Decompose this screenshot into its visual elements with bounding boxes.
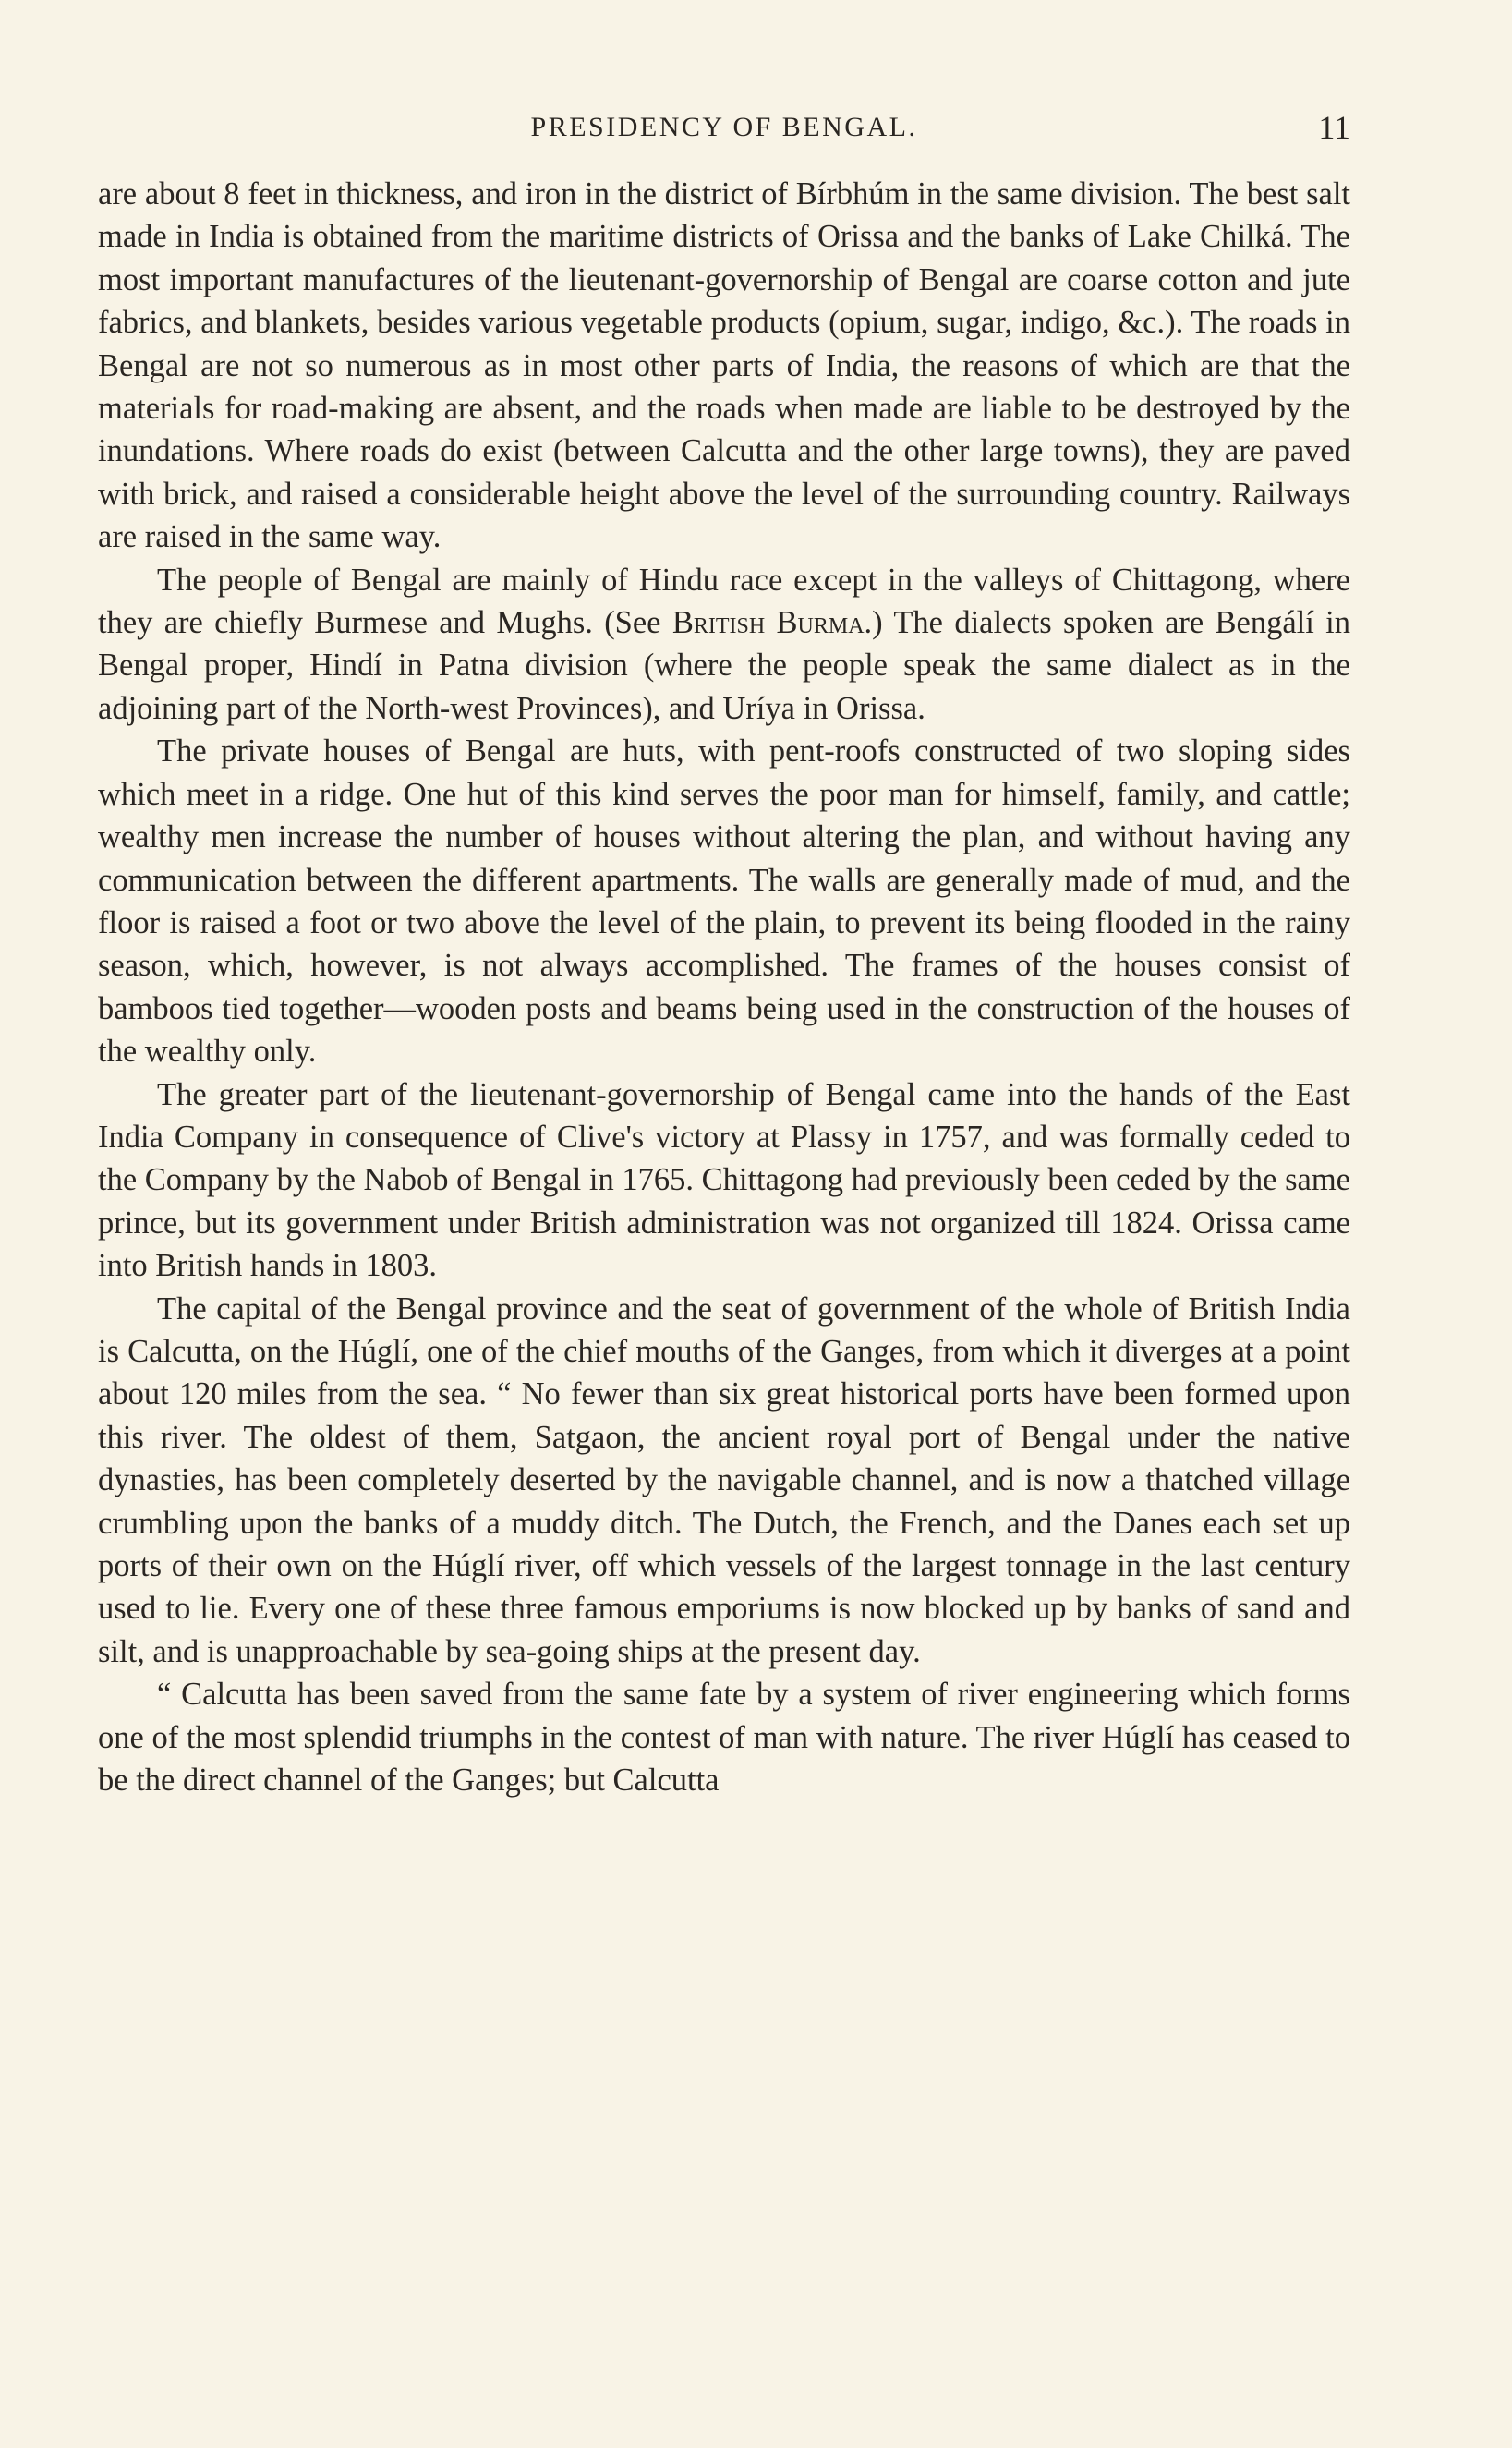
paragraph-capital: The capital of the Bengal province and the seat of government of the whole of British India is Calcutta, on the Húglí, one of the chief mouths of the Ganges, from which it diverges at a point about 120 miles from the sea. “ No fewer than six great historical ports have been formed upon this river. The oldest of them, Satgaon, the ancient royal port of Bengal under the native dynasties, has been completely deserted by the navigable channel, and is now a thatched village crumbling upon the banks of a muddy ditch. The Dutch, the French, and the Danes each set up ports of their own on the Húglí river, off which vessels of the largest tonnage in the last century used to lie. Every one of these three famous emporiums is now blocked up by banks of sand and silt, and is unapproachable by sea-going ships at the present day. <box>98 1291 1350 1669</box>
paragraph-history: The greater part of the lieutenant-governorship of Bengal came into the hands of the East India Company in consequence of Clive's victory at Plassy in 1757, and was formally ceded to the Company by the Nabob of Bengal in 1765. Chittagong had previously been ceded by the same prince, but its government under British administration was not organized till 1824. Orissa came into British hands in 1803. <box>98 1076 1350 1284</box>
cross-reference-british-burma: British Burma. <box>671 605 873 641</box>
paragraph-people-text-after: ) The dialects spoken are Bengálí in Bengal proper, Hindí in Patna division (where the people speak the same dialect as in the adjoining part of the North-west Provinces), and Uríya in Orissa. <box>98 605 1350 726</box>
paragraph-calcutta-quote: “ Calcutta has been saved from the same fate by a system of river engineering which forms one of the most splendid triumphs in the contest of man with nature. The river Húglí has ceased to be the direct channel of the Ganges; but Calcutta <box>98 1677 1350 1799</box>
running-title: PRESIDENCY OF BENGAL. <box>530 112 918 142</box>
paragraph-continued: are about 8 feet in thickness, and iron in the district of Bírbhúm in the same division. The best salt made in India is obtained from the maritime districts of Orissa and the banks of Lake Chilká. The most important manufactures of the lieutenant-governorship of Bengal are coarse cotton and jute fabrics, and blankets, besides various vegetable products (opium, sugar, indigo, &c.). The roads in Bengal are not so numerous as in most other parts of India, the reasons of which are that the materials for road-making are absent, and the roads when made are liable to be destroyed by the inundations. Where roads do exist (between Calcutta and the other large towns), they are paved with brick, and raised a considerable height above the level of the surrounding country. Railways are raised in the same way. <box>98 176 1350 555</box>
paragraph-people-text-before: The people of Bengal are mainly of Hindu race except in the valleys of Chittagong, where they are chiefly Burmese and Mughs. (See <box>98 562 1350 641</box>
paragraph-people <box>98 559 1350 731</box>
page-number: 11 <box>1318 109 1350 146</box>
paragraph-houses: The private houses of Bengal are huts, with pent-roofs constructed of two sloping sides which meet in a ridge. One hut of this kind serves the poor man for himself, family, and cattle; wealthy men increase the number of houses without altering the plan, and without having any communication between the different apartments. The walls are generally made of mud, and the floor is raised a foot or two above the level of the plain, to prevent its being flooded in the rainy season, which, however, is not always accomplished. The frames of the houses consist of bamboos tied together—wooden posts and beams being used in the construction of the houses of the wealthy only. <box>98 733 1350 1070</box>
body-text <box>98 173 1350 1801</box>
running-head <box>98 107 1350 148</box>
